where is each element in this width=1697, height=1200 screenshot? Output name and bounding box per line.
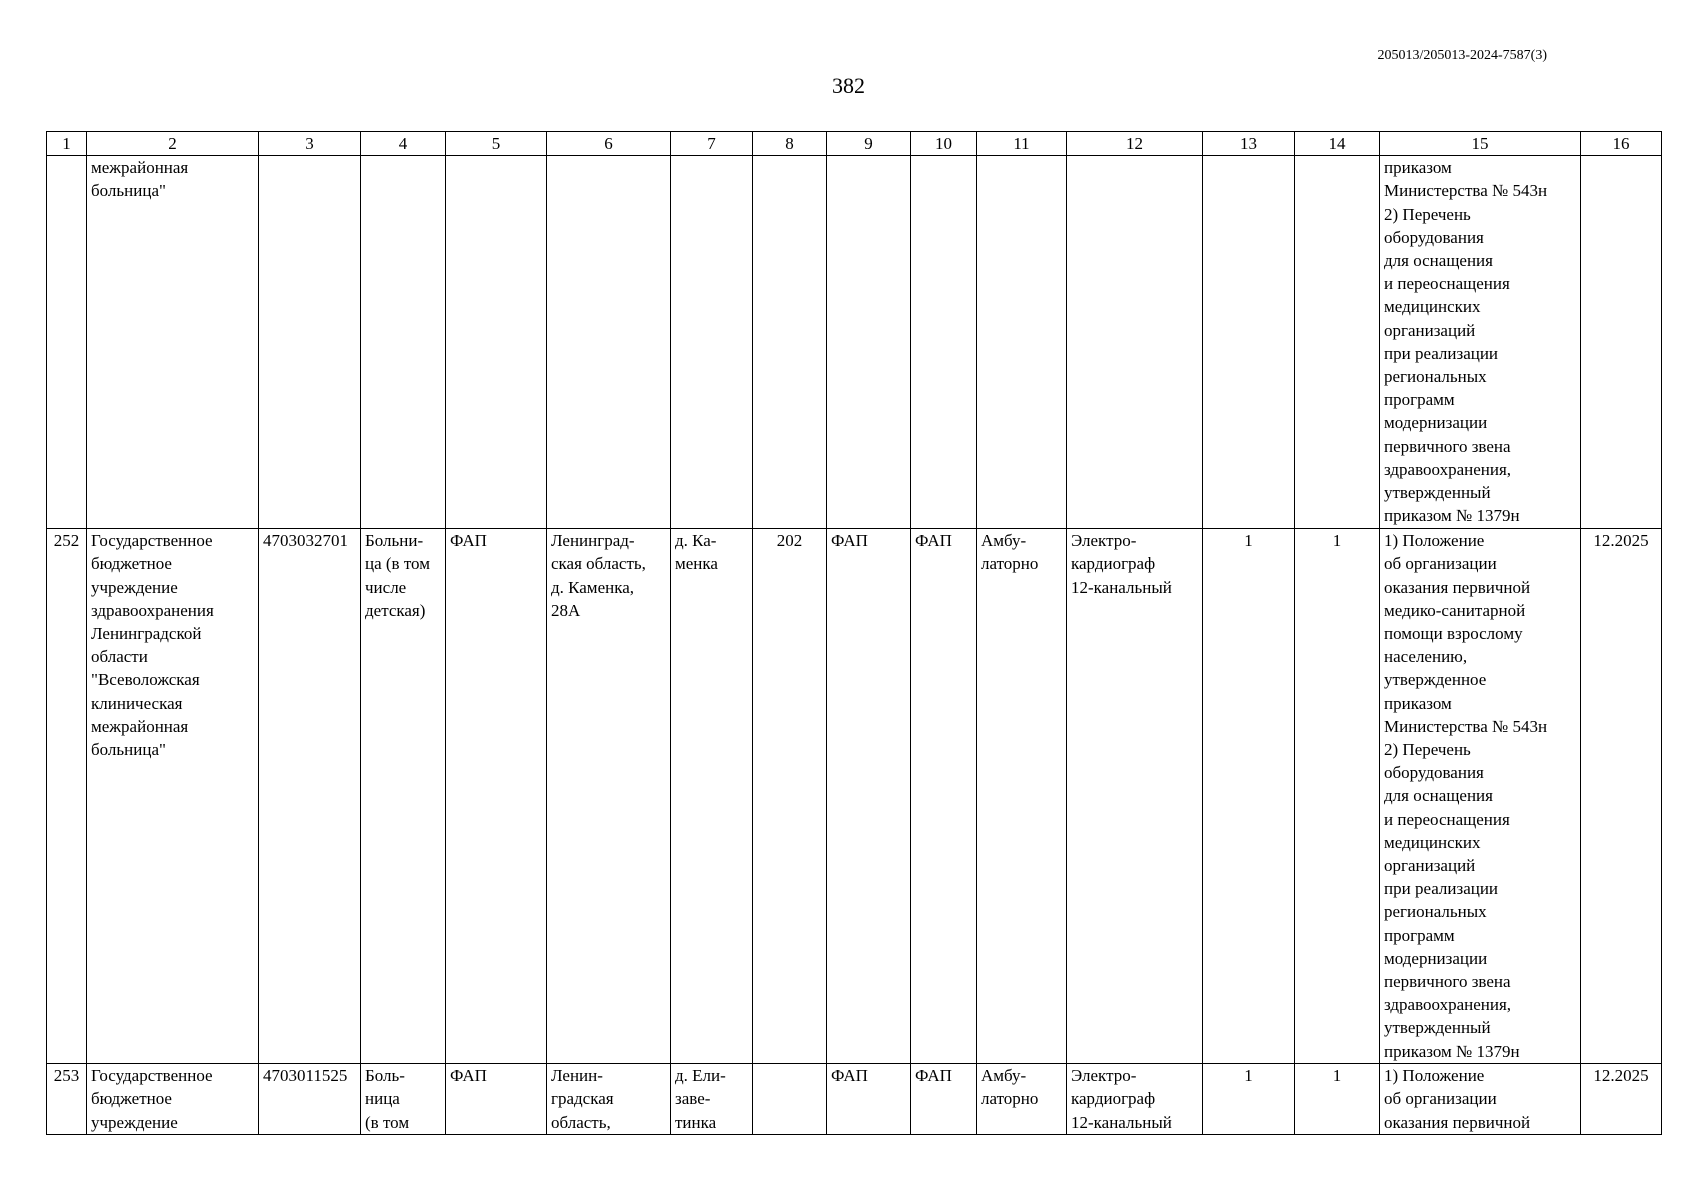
column-number-row bbox=[47, 132, 1662, 156]
column-header-16: 16 bbox=[1581, 132, 1662, 156]
column-header-7: 7 bbox=[671, 132, 753, 156]
cell-address bbox=[547, 156, 671, 529]
cell-deadline bbox=[1581, 156, 1662, 529]
cell-equipment: Электро- кардиограф 12-канальный bbox=[1067, 529, 1203, 1064]
cell-population: 202 bbox=[753, 529, 827, 1064]
cell-care-conditions: Амбу- латорно bbox=[977, 529, 1067, 1064]
cell-inn: 4703011525 bbox=[259, 1064, 361, 1135]
cell-regulation: 1) Положение об организации оказания первичной медико-санитарной помощи взрослому населению, утвержденное приказом Министерства № 543н 2) Перечень оборудования для оснащения и переоснащения медицинских организаций при реализации региональных программ модернизации первичного звена здравоохранения, утвержденный приказом № 1379н bbox=[1380, 529, 1581, 1064]
cell-quantity-required: 1 bbox=[1203, 1064, 1295, 1135]
cell-facility-type: Больни- ца (в том числе детская) bbox=[361, 529, 446, 1064]
table-row bbox=[47, 529, 1662, 1064]
cell-unit: ФАП bbox=[446, 1064, 547, 1135]
cell-quantity-required: 1 bbox=[1203, 529, 1295, 1064]
column-header-1: 1 bbox=[47, 132, 87, 156]
data-table bbox=[46, 131, 1662, 1135]
cell-deadline: 12.2025 bbox=[1581, 529, 1662, 1064]
cell-number: 253 bbox=[47, 1064, 87, 1135]
cell-quantity-planned: 1 bbox=[1295, 529, 1380, 1064]
column-header-8: 8 bbox=[753, 132, 827, 156]
column-header-3: 3 bbox=[259, 132, 361, 156]
cell-quantity-planned bbox=[1295, 156, 1380, 529]
cell-col10: ФАП bbox=[911, 529, 977, 1064]
cell-unit bbox=[446, 156, 547, 529]
column-header-6: 6 bbox=[547, 132, 671, 156]
cell-number bbox=[47, 156, 87, 529]
column-header-11: 11 bbox=[977, 132, 1067, 156]
table-row bbox=[47, 156, 1662, 529]
cell-col10: ФАП bbox=[911, 1064, 977, 1135]
cell-unit: ФАП bbox=[446, 529, 547, 1064]
cell-facility-type: Боль- ница (в том bbox=[361, 1064, 446, 1135]
cell-population bbox=[753, 156, 827, 529]
cell-organization: Государственное бюджетное учреждение здравоохранения Ленинградской области "Всеволожская клиническая межрайонная больница" bbox=[87, 529, 259, 1064]
cell-col9 bbox=[827, 156, 911, 529]
cell-facility-type bbox=[361, 156, 446, 529]
column-header-12: 12 bbox=[1067, 132, 1203, 156]
cell-address: Ленинград- ская область, д. Каменка, 28А bbox=[547, 529, 671, 1064]
column-header-14: 14 bbox=[1295, 132, 1380, 156]
column-header-13: 13 bbox=[1203, 132, 1295, 156]
column-header-4: 4 bbox=[361, 132, 446, 156]
cell-locality: д. Ели- заве- тинка bbox=[671, 1064, 753, 1135]
cell-equipment: Электро- кардиограф 12-канальный bbox=[1067, 1064, 1203, 1135]
cell-deadline: 12.2025 bbox=[1581, 1064, 1662, 1135]
cell-organization: Государственное бюджетное учреждение bbox=[87, 1064, 259, 1135]
cell-inn bbox=[259, 156, 361, 529]
cell-equipment bbox=[1067, 156, 1203, 529]
document-id: 205013/205013-2024-7587(3) bbox=[1377, 48, 1547, 63]
cell-regulation: 1) Положение об организации оказания первичной bbox=[1380, 1064, 1581, 1135]
table-row bbox=[47, 1064, 1662, 1135]
cell-inn: 4703032701 bbox=[259, 529, 361, 1064]
cell-locality: д. Ка- менка bbox=[671, 529, 753, 1064]
page-number: 382 bbox=[832, 73, 865, 98]
cell-population bbox=[753, 1064, 827, 1135]
cell-locality bbox=[671, 156, 753, 529]
column-header-10: 10 bbox=[911, 132, 977, 156]
cell-number: 252 bbox=[47, 529, 87, 1064]
column-header-5: 5 bbox=[446, 132, 547, 156]
cell-organization: межрайонная больница" bbox=[87, 156, 259, 529]
cell-quantity-required bbox=[1203, 156, 1295, 529]
cell-col9: ФАП bbox=[827, 1064, 911, 1135]
cell-col10 bbox=[911, 156, 977, 529]
column-header-9: 9 bbox=[827, 132, 911, 156]
cell-col9: ФАП bbox=[827, 529, 911, 1064]
cell-address: Ленин- градская область, bbox=[547, 1064, 671, 1135]
cell-regulation: приказом Министерства № 543н 2) Перечень оборудования для оснащения и переоснащения медицинских организаций при реализации региональных программ модернизации первичного звена здравоохранения, утвержденный приказом № 1379н bbox=[1380, 156, 1581, 529]
cell-quantity-planned: 1 bbox=[1295, 1064, 1380, 1135]
column-header-15: 15 bbox=[1380, 132, 1581, 156]
cell-care-conditions bbox=[977, 156, 1067, 529]
column-header-2: 2 bbox=[87, 132, 259, 156]
cell-care-conditions: Амбу- латорно bbox=[977, 1064, 1067, 1135]
